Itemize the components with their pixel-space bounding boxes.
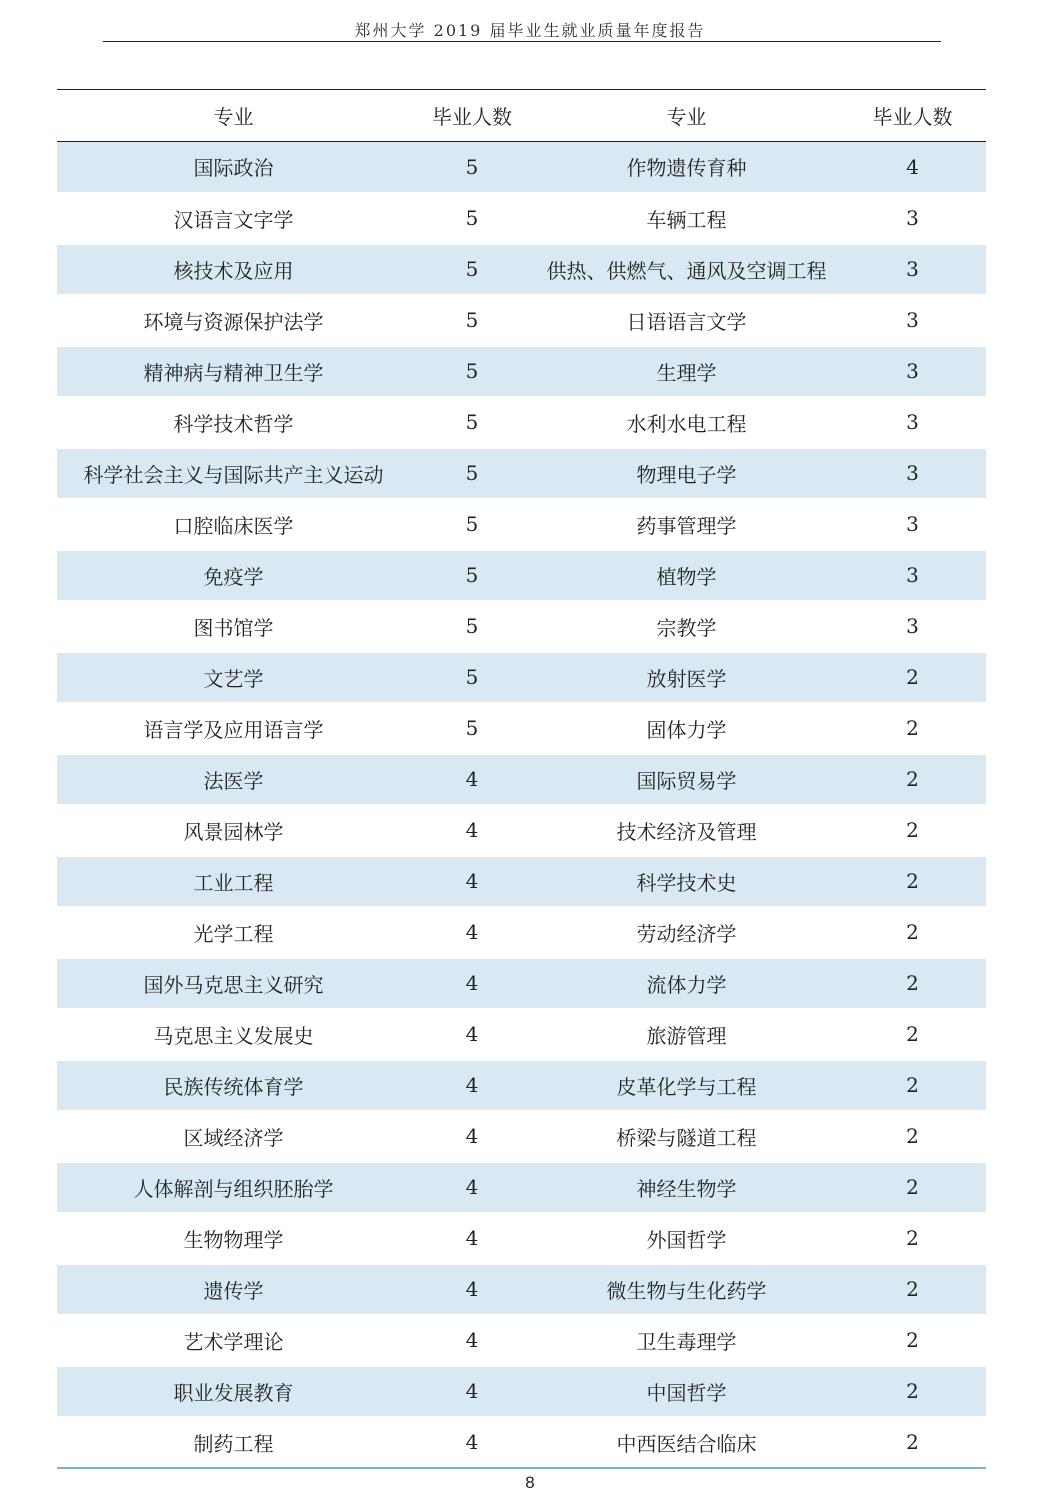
table-row [57, 703, 986, 754]
table-row [57, 754, 986, 805]
cell-major: 桥梁与隧道工程 [534, 1111, 839, 1162]
cell-major: 物理电子学 [534, 448, 839, 499]
table-row [57, 550, 986, 601]
cell-graduates: 2 [839, 856, 986, 907]
cell-graduates: 5 [410, 244, 534, 295]
cell-graduates: 2 [839, 754, 986, 805]
cell-graduates: 4 [410, 1315, 534, 1366]
cell-major: 职业发展教育 [57, 1366, 410, 1417]
cell-major: 民族传统体育学 [57, 1060, 410, 1111]
cell-graduates: 3 [839, 193, 986, 244]
cell-major: 技术经济及管理 [534, 805, 839, 856]
column-header-graduates: 毕业人数 [410, 90, 534, 142]
cell-major: 供热、供燃气、通风及空调工程 [534, 244, 839, 295]
cell-major: 人体解剖与组织胚胎学 [57, 1162, 410, 1213]
cell-graduates: 5 [410, 142, 534, 193]
cell-major: 作物遗传育种 [534, 142, 839, 193]
cell-graduates: 2 [839, 1417, 986, 1468]
cell-major: 放射医学 [534, 652, 839, 703]
cell-major: 语言学及应用语言学 [57, 703, 410, 754]
cell-major: 汉语言文字学 [57, 193, 410, 244]
cell-graduates: 4 [410, 754, 534, 805]
table-row [57, 958, 986, 1009]
cell-major: 风景园林学 [57, 805, 410, 856]
cell-graduates: 5 [410, 550, 534, 601]
cell-graduates: 3 [839, 346, 986, 397]
cell-graduates: 4 [410, 1060, 534, 1111]
table-row [57, 295, 986, 346]
cell-graduates: 2 [839, 907, 986, 958]
table-row [57, 397, 986, 448]
cell-graduates: 2 [839, 703, 986, 754]
cell-graduates: 5 [410, 703, 534, 754]
cell-graduates: 2 [839, 805, 986, 856]
cell-major: 流体力学 [534, 958, 839, 1009]
cell-major: 遗传学 [57, 1264, 410, 1315]
cell-major: 车辆工程 [534, 193, 839, 244]
table-row [57, 1315, 986, 1366]
table-row [57, 652, 986, 703]
cell-graduates: 2 [839, 1060, 986, 1111]
column-header-major: 专业 [534, 90, 839, 142]
table-row [57, 1366, 986, 1417]
table-row [57, 346, 986, 397]
cell-major: 国际政治 [57, 142, 410, 193]
cell-graduates: 2 [839, 1366, 986, 1417]
cell-major: 制药工程 [57, 1417, 410, 1468]
column-header-graduates: 毕业人数 [839, 90, 986, 142]
cell-graduates: 5 [410, 295, 534, 346]
cell-major: 生理学 [534, 346, 839, 397]
cell-major: 科学技术史 [534, 856, 839, 907]
table-row [57, 805, 986, 856]
cell-graduates: 3 [839, 550, 986, 601]
table-row [57, 1264, 986, 1315]
cell-graduates: 5 [410, 346, 534, 397]
cell-graduates: 4 [410, 1417, 534, 1468]
cell-major: 宗教学 [534, 601, 839, 652]
cell-graduates: 4 [410, 1111, 534, 1162]
cell-graduates: 4 [410, 907, 534, 958]
table-row [57, 856, 986, 907]
cell-major: 免疫学 [57, 550, 410, 601]
cell-graduates: 4 [410, 1213, 534, 1264]
table-row [57, 1162, 986, 1213]
table-row [57, 244, 986, 295]
cell-major: 科学技术哲学 [57, 397, 410, 448]
cell-major: 精神病与精神卫生学 [57, 346, 410, 397]
cell-graduates: 3 [839, 397, 986, 448]
majors-graduates-table [57, 89, 986, 1469]
cell-graduates: 3 [839, 295, 986, 346]
cell-major: 外国哲学 [534, 1213, 839, 1264]
table-row [57, 142, 986, 193]
cell-major: 中西医结合临床 [534, 1417, 839, 1468]
cell-major: 国际贸易学 [534, 754, 839, 805]
cell-major: 劳动经济学 [534, 907, 839, 958]
cell-major: 植物学 [534, 550, 839, 601]
cell-major: 马克思主义发展史 [57, 1009, 410, 1060]
cell-major: 艺术学理论 [57, 1315, 410, 1366]
cell-graduates: 4 [410, 805, 534, 856]
cell-major: 微生物与生化药学 [534, 1264, 839, 1315]
table-row [57, 1060, 986, 1111]
cell-graduates: 2 [839, 1162, 986, 1213]
cell-major: 中国哲学 [534, 1366, 839, 1417]
cell-graduates: 2 [839, 652, 986, 703]
cell-graduates: 5 [410, 652, 534, 703]
cell-major: 区域经济学 [57, 1111, 410, 1162]
cell-graduates: 3 [839, 601, 986, 652]
table-row [57, 499, 986, 550]
cell-graduates: 3 [839, 448, 986, 499]
page-number: 8 [525, 1473, 535, 1492]
cell-major: 生物物理学 [57, 1213, 410, 1264]
cell-graduates: 4 [410, 856, 534, 907]
column-header-major: 专业 [57, 90, 410, 142]
cell-major: 日语语言文学 [534, 295, 839, 346]
cell-major: 药事管理学 [534, 499, 839, 550]
cell-major: 文艺学 [57, 652, 410, 703]
table-row [57, 1417, 986, 1468]
cell-major: 水利水电工程 [534, 397, 839, 448]
cell-graduates: 5 [410, 499, 534, 550]
cell-graduates: 5 [410, 193, 534, 244]
cell-graduates: 5 [410, 601, 534, 652]
cell-graduates: 3 [839, 244, 986, 295]
cell-major: 口腔临床医学 [57, 499, 410, 550]
cell-major: 国外马克思主义研究 [57, 958, 410, 1009]
table-row [57, 193, 986, 244]
table-header-row [57, 90, 986, 142]
cell-graduates: 4 [410, 1162, 534, 1213]
table-row [57, 1111, 986, 1162]
table-row [57, 1009, 986, 1060]
cell-graduates: 5 [410, 397, 534, 448]
cell-graduates: 4 [410, 1009, 534, 1060]
cell-graduates: 5 [410, 448, 534, 499]
page-header-title: 郑州大学 2019 届毕业生就业质量年度报告 [354, 21, 706, 40]
cell-major: 光学工程 [57, 907, 410, 958]
cell-major: 卫生毒理学 [534, 1315, 839, 1366]
table-row [57, 448, 986, 499]
cell-graduates: 2 [839, 1111, 986, 1162]
cell-major: 皮革化学与工程 [534, 1060, 839, 1111]
cell-graduates: 4 [839, 142, 986, 193]
cell-major: 法医学 [57, 754, 410, 805]
cell-major: 核技术及应用 [57, 244, 410, 295]
cell-major: 固体力学 [534, 703, 839, 754]
cell-graduates: 2 [839, 1213, 986, 1264]
cell-graduates: 2 [839, 1009, 986, 1060]
cell-major: 图书馆学 [57, 601, 410, 652]
table-row [57, 1213, 986, 1264]
cell-graduates: 2 [839, 1264, 986, 1315]
table-row [57, 601, 986, 652]
cell-major: 神经生物学 [534, 1162, 839, 1213]
cell-graduates: 4 [410, 1264, 534, 1315]
cell-graduates: 2 [839, 958, 986, 1009]
table-row [57, 907, 986, 958]
cell-major: 环境与资源保护法学 [57, 295, 410, 346]
header-divider [103, 41, 941, 42]
cell-major: 科学社会主义与国际共产主义运动 [57, 448, 410, 499]
cell-graduates: 4 [410, 958, 534, 1009]
table-body [57, 142, 986, 1468]
cell-graduates: 3 [839, 499, 986, 550]
cell-graduates: 4 [410, 1366, 534, 1417]
cell-graduates: 2 [839, 1315, 986, 1366]
cell-major: 工业工程 [57, 856, 410, 907]
cell-major: 旅游管理 [534, 1009, 839, 1060]
